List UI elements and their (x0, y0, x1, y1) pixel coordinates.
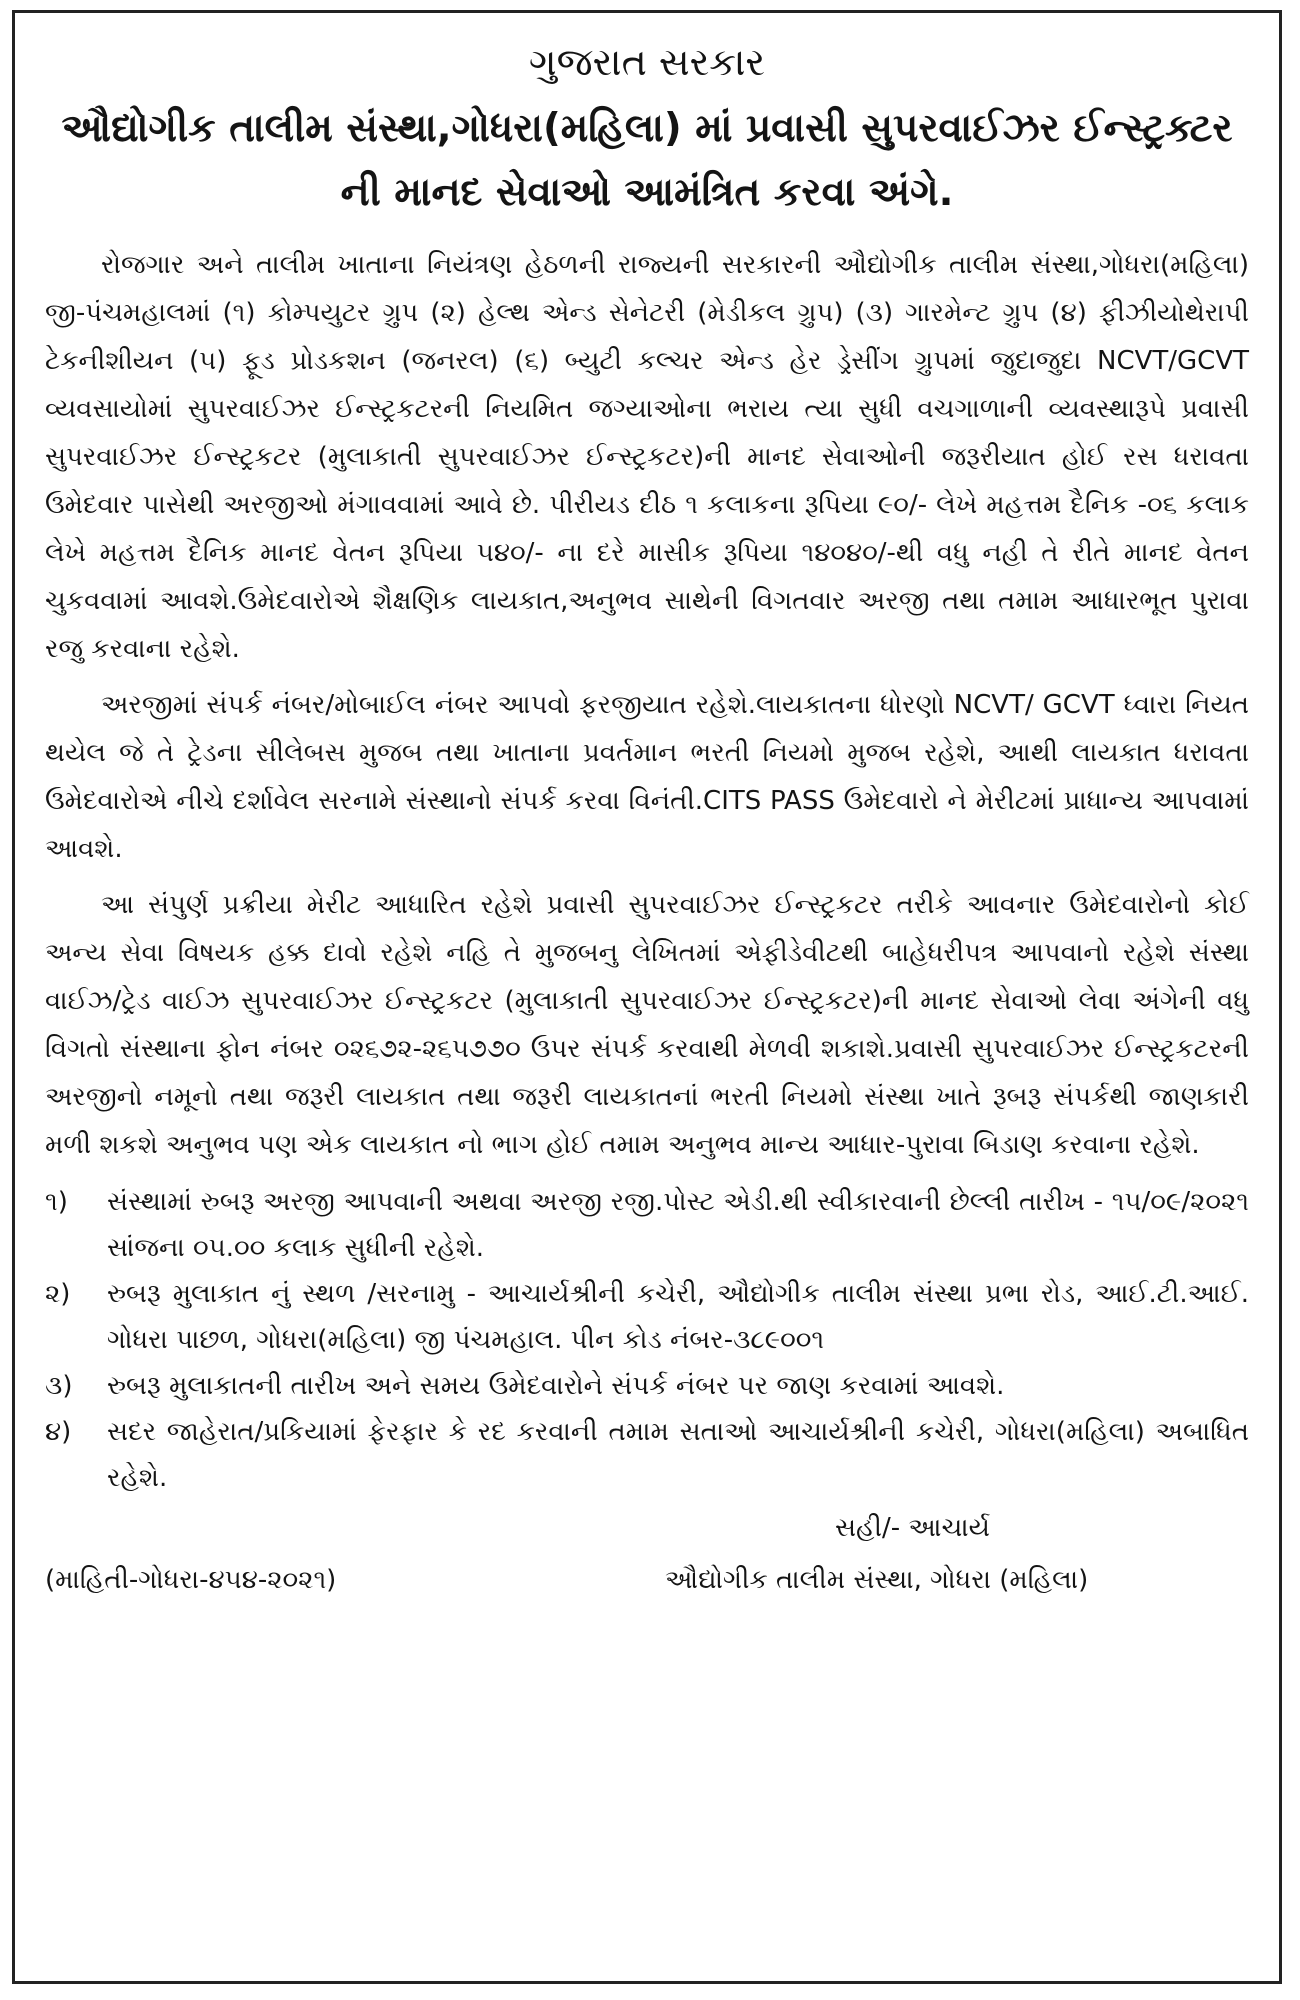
conditions-list (45, 1179, 1249, 1501)
condition-item (45, 1363, 1249, 1409)
issuing-office: ઔદ્યોગીક તાલીમ સંસ્થા, ગોધરા (મહિલા) (665, 1565, 1089, 1595)
condition-item (45, 1409, 1249, 1501)
condition-number: ૪) (45, 1417, 72, 1447)
reference-number: (માહિતી-ગોધરા-૪૫૪-૨૦૨૧) (45, 1565, 337, 1595)
condition-text: સદર જાહેરાત/પ્રકિયામાં ફેરફાર કે રદ કરવાની તમામ સતાઓ આચાર્યશ્રીની કચેરી, ગોધરા(મહિલા) અબાધિત રહેશે. (107, 1417, 1249, 1493)
condition-number: ૩) (45, 1371, 73, 1401)
body-paragraph-1: રોજગાર અને તાલીમ ખાતાના નિયંત્રણ હેઠળની રાજ્યની સરકારની ઔદ્યોગીક તાલીમ સંસ્થા,ગોધરા(મહિલા) જી-પંચમહાલમાં (૧) કોમ્પયુટર ગ્રુપ (૨) હેલ્થ એન્ડ સેનેટરી (મેડીકલ ગ્રુપ) (૩) ગારમેન્ટ ગ્રુપ (૪) ફીઝીયોથેરાપી ટેકનીશીયન (૫) ફૂડ પ્રોડકશન (જનરલ) (૬) બ્યુટી કલ્ચર એન્ડ હેર ડ્રેસીંગ ગ્રુપમાં જુદાજુદા NCVT/GCVT વ્યવસાયોમાં સુપરવાઈઝર ઈન્સ્ટ્રકટરની નિયમિત જગ્યાઓના ભરાય ત્યા સુધી વચગાળાની વ્યવસ્થારૂપે પ્રવાસી સુપરવાઈઝર ઈન્સ્ટ્રકટર (મુલાકાતી સુપરવાઈઝર ઈન્સ્ટ્રકટર)ની માનદ સેવાઓની જરૂરીયાત હોઈ રસ ધરાવતા ઉમેદવાર પાસેથી અરજીઓ મંગાવવામાં આવે છે. પીરીયડ દીઠ ૧ કલાકના રૂપિયા ૯૦/- લેખે મહત્તમ દૈનિક -૦૬ કલાક લેખે મહત્તમ દૈનિક માનદ વેતન રૂપિયા ૫૪૦/- ના દરે માસીક રૂપિયા ૧૪૦૪૦/-થી વધુ નહી તે રીતે માનદ વેતન ચુકવવામાં આવશે.ઉમેદવારોએ શૈક્ષણિક લાયકાત,અનુભવ સાથેની વિગતવાર અરજી તથા તમામ આધારભૂત પુરાવા રજુ કરવાના રહેશે. (45, 250, 1249, 664)
body-paragraph-2: અરજીમાં સંપર્ક નંબર/મોબાઈલ નંબર આપવો ફરજીયાત રહેશે.લાયકાતના ધોરણો NCVT/ GCVT ધ્વારા નિયત થયેલ જે તે ટ્રેડના સીલેબસ મુજબ તથા ખાતાના પ્રવર્તમાન ભરતી નિયમો મુજબ રહેશે, આથી લાયકાત ધરાવતા ઉમેદવારોએ નીચે દર્શાવેલ સરનામે સંસ્થાનો સંપર્ક કરવા વિનંતી.CITS PASS ઉમેદવારો ને મેરીટમાં પ્રાધાન્ય આપવામાં આવશે. (45, 690, 1249, 864)
principal-signature: સહી/- આચાર્ય (835, 1513, 990, 1543)
notice-subject-heading: ઔદ્યોગીક તાલીમ સંસ્થા,ગોધરા(મહિલા) માં પ્રવાસી સુપરવાઈઝર ઈન્સ્ટ્રક્ટર ની માનદ સેવાઓ આમંત્રિત કરવા અંગે. (61, 106, 1233, 215)
condition-number: ૧) (45, 1187, 68, 1217)
condition-text: રુબરૂ મુલાકાતની તારીખ અને સમય ઉમેદવારોને સંપર્ક નંબર પર જાણ કરવામાં આવશે. (107, 1371, 1005, 1401)
condition-text: સંસ્થામાં રુબરૂ અરજી આપવાની અથવા અરજી રજી.પોસ્ટ એડી.થી સ્વીકારવાની છેલ્લી તારીખ - ૧૫/૦૯/૨૦૨૧ સાંજના ૦૫.૦૦ કલાક સુધીની રહેશે. (107, 1187, 1249, 1263)
condition-number: ૨) (45, 1279, 71, 1309)
condition-item (45, 1179, 1249, 1271)
condition-text: રુબરૂ મુલાકાત નું સ્થળ /સરનામુ - આચાર્યશ્રીની કચેરી, ઔદ્યોગીક તાલીમ સંસ્થા પ્રભા રોડ, આઈ.ટી.આઈ. ગોધરા પાછળ, ગોધરા(મહિલા) જી પંચમહાલ. પીન કોડ નંબર-૩૮૯૦૦૧ (107, 1279, 1249, 1355)
body-paragraph-3: આ સંપુર્ણ પ્રક્રીયા મેરીટ આધારિત રહેશે પ્રવાસી સુપરવાઈઝર ઈન્સ્ટ્રકટર તરીકે આવનાર ઉમેદવારોનો કોઈ અન્ય સેવા વિષયક હક્ક દાવો રહેશે નહિ તે મુજબનુ લેખિતમાં એફીડેવીટથી બાહેધરીપત્ર આપવાનો રહેશે સંસ્થા વાઈઝ/ટ્રેડ વાઈઝ સુપરવાઈઝર ઈન્સ્ટ્રકટર (મુલાકાતી સુપરવાઈઝર ઈન્સ્ટ્રકટર)ની માનદ સેવાઓ લેવા અંગેની વધુ વિગતો સંસ્થાના ફોન નંબર ૦૨૬૭૨-૨૬૫૭૭૦ ઉપર સંપર્ક કરવાથી મેળવી શકાશે.પ્રવાસી સુપરવાઈઝર ઈન્સ્ટ્રકટરની અરજીનો નમૂનો તથા જરૂરી લાયકાત તથા જરૂરી લાયકાતનાં ભરતી નિયમો સંસ્થા ખાતે રૂબરૂ સંપર્કથી જાણકારી મળી શકશે અનુભવ પણ એક લાયકાત નો ભાગ હોઈ તમામ અનુભવ માન્ય આધાર-પુરાવા બિડાણ કરવાના રહેશે. (45, 890, 1249, 1160)
government-notice (12, 10, 1282, 1984)
notice-footer (45, 1505, 1249, 1615)
government-title: ગુજરાત સરકાર (528, 40, 766, 84)
condition-item (45, 1271, 1249, 1363)
